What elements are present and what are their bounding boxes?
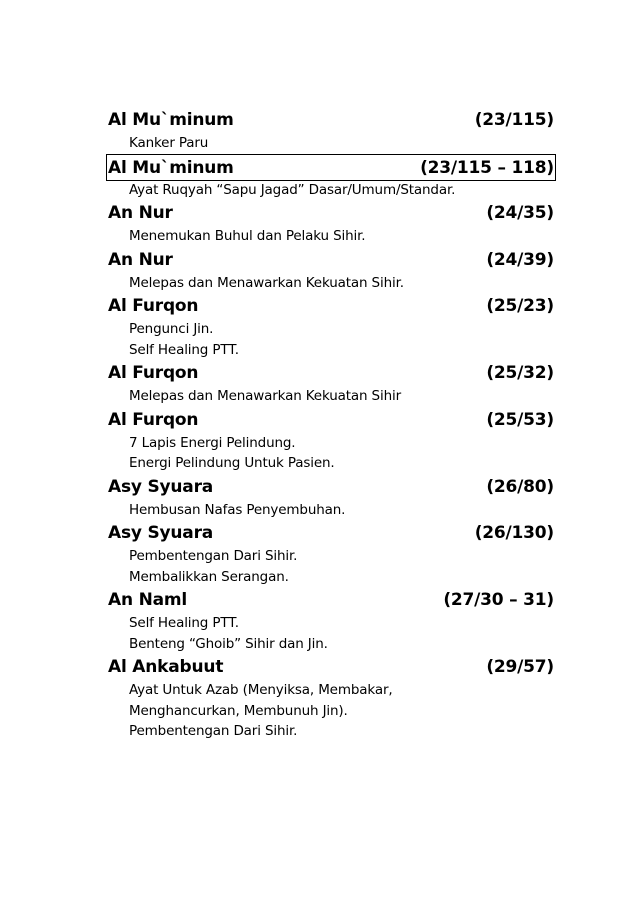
surah-name: An Naml	[108, 590, 188, 610]
verse-description	[108, 133, 554, 154]
verse-heading-boxed	[106, 154, 556, 181]
verse-entry	[108, 154, 554, 201]
surah-name: An Nur	[108, 203, 173, 223]
description-line: Melepas dan Menawarkan Kekuatan Sihir.	[129, 274, 404, 291]
description-line: Membalikkan Serangan.	[129, 568, 289, 585]
description-line: Pengunci Jin.	[129, 321, 214, 337]
description-line: Melepas dan Menawarkan Kekuatan Sihir	[129, 388, 401, 404]
verse-reference: (29/57)	[486, 657, 554, 677]
verse-reference: (25/32)	[486, 363, 554, 383]
verse-reference: (25/53)	[486, 409, 554, 430]
verse-reference: (24/39)	[486, 249, 554, 270]
verse-entry	[108, 474, 554, 521]
surah-name: An Nur	[108, 249, 173, 270]
verse-entry	[108, 360, 554, 407]
verse-description	[108, 680, 554, 742]
verse-description	[108, 273, 554, 294]
description-line: Kanker Paru	[129, 135, 209, 151]
verse-description	[108, 613, 554, 654]
verse-heading	[108, 474, 554, 501]
surah-name: Al Furqon	[108, 296, 199, 316]
verse-heading	[108, 407, 554, 434]
surah-name: Asy Syuara	[108, 476, 214, 497]
surah-name: Al Furqon	[108, 363, 199, 383]
verse-heading	[108, 520, 554, 547]
description-line: Hembusan Nafas Penyembuhan.	[129, 501, 346, 518]
verse-entry	[108, 587, 554, 654]
verse-description	[108, 500, 554, 521]
verse-description	[108, 226, 554, 247]
verse-heading	[108, 247, 554, 274]
verse-reference: (26/80)	[486, 476, 554, 497]
verse-entry	[108, 107, 554, 154]
surah-name: Al Furqon	[108, 409, 199, 430]
verse-description	[108, 386, 554, 407]
verse-heading	[108, 200, 554, 227]
description-line: 7 Lapis Energi Pelindung.	[129, 434, 296, 451]
verse-heading	[108, 587, 554, 614]
verse-heading	[108, 107, 554, 134]
verse-reference: (23/115 – 118)	[420, 157, 554, 178]
verse-reference: (24/35)	[486, 203, 554, 223]
verse-entry	[108, 200, 554, 247]
surah-name: Asy Syuara	[108, 523, 214, 543]
verse-list	[108, 107, 554, 742]
verse-heading	[108, 293, 554, 320]
verse-description	[108, 433, 554, 474]
verse-entry	[108, 654, 554, 742]
description-line: Ayat Untuk Azab (Menyiksa, Membakar,	[129, 682, 393, 698]
description-line: Menghancurkan, Membunuh Jin).	[129, 702, 348, 719]
verse-entry	[108, 520, 554, 587]
description-line: Menemukan Buhul dan Pelaku Sihir.	[129, 228, 366, 244]
surah-name: Al Mu`minum	[108, 110, 234, 130]
surah-name: Al Mu`minum	[108, 157, 234, 178]
description-line: Energi Pelindung Untuk Pasien.	[129, 455, 335, 471]
surah-name: Al Ankabuut	[108, 657, 224, 677]
verse-description	[108, 546, 554, 587]
verse-description	[108, 180, 554, 201]
verse-entry	[108, 293, 554, 360]
verse-heading	[108, 654, 554, 681]
verse-reference: (23/115)	[474, 110, 554, 130]
description-line: Benteng “Ghoib” Sihir dan Jin.	[129, 635, 328, 652]
verse-description	[108, 319, 554, 360]
description-line: Pembentengan Dari Sihir.	[129, 548, 298, 564]
verse-entry	[108, 247, 554, 294]
description-line: Ayat Ruqyah “Sapu Jagad” Dasar/Umum/Standar.	[129, 181, 456, 198]
verse-reference: (27/30 – 31)	[443, 590, 554, 610]
verse-entry	[108, 407, 554, 474]
description-line: Self Healing PTT.	[129, 615, 239, 631]
verse-heading	[108, 360, 554, 387]
verse-reference: (26/130)	[474, 523, 554, 543]
verse-reference: (25/23)	[486, 296, 554, 316]
description-line: Pembentengan Dari Sihir.	[129, 723, 298, 739]
description-line: Self Healing PTT.	[129, 341, 239, 358]
